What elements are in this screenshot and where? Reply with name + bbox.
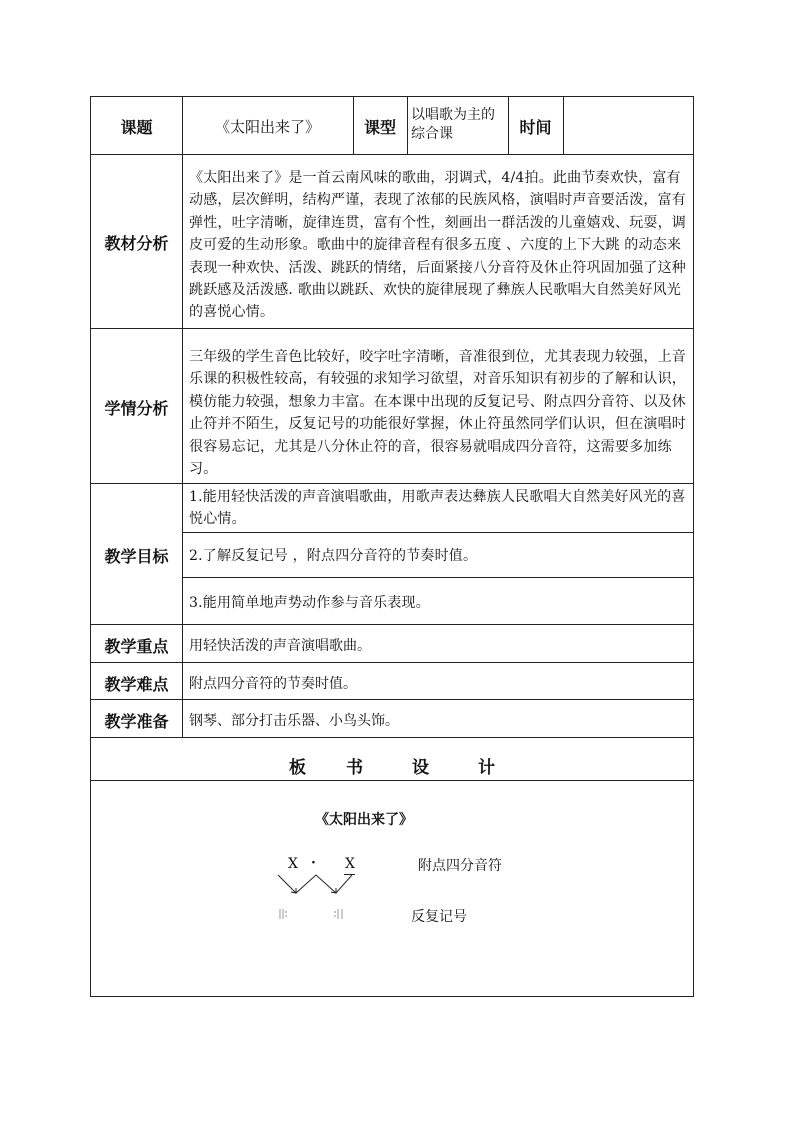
goal-divider	[182, 577, 693, 578]
board-heading-char: 计	[478, 758, 495, 778]
rhythm-dot: ·	[311, 855, 316, 871]
goal-item: 1.能用轻快活泼的声音演唱歌曲，用歌声表达彝族人民歌唱大自然美好风光的喜悦心情。	[189, 489, 686, 528]
board-heading-char: 书	[346, 758, 363, 778]
repeat-sign-icon	[278, 907, 348, 921]
board-heading-char: 板	[289, 758, 306, 778]
row-divider	[91, 780, 693, 781]
label-type: 课型	[363, 118, 396, 137]
material-analysis-text: 《太阳出来了》是一首云南风味的歌曲，羽调式，4/4拍。此曲节奏欢快，富有动感，层次鲜明，结构严谨，表现了浓郁的民族风格，演唱时声音要活泼，富有弹性，吐字清晰，旋律连贯，富有个性，刻画出一群活泼的儿童嬉戏、玩耍，调皮可爱的生动形象。歌曲中的旋律音程有很多五度 、六度的上下大跳 的动态来表现一种欢快、活泼、跳跃的情绪，后面紧接八分音符及休止符巩固加强了这种跳跃感及活泼感. 歌曲以跳跃、欢快的旋律展现了彝族人民歌唱大自然美好风光的喜悦心情。	[189, 170, 686, 321]
difficulty-text: 附点四分音符的节奏时值。	[189, 676, 357, 692]
label-students: 学情分析	[104, 399, 169, 418]
goal-item: 3.能用简单地声势动作参与音乐表现。	[189, 595, 430, 611]
key-point-text: 用轻快活泼的声音演唱歌曲。	[189, 638, 371, 654]
goal-item: 2.了解反复记号 ，附点四分音符的节奏时值。	[189, 548, 478, 564]
label-column-divider	[182, 97, 183, 737]
label-title: 课题	[120, 118, 153, 137]
rhythm-note: X	[288, 856, 298, 872]
board-heading-char: 设	[412, 758, 429, 778]
lesson-title: 《太阳出来了》	[214, 118, 320, 136]
rhythm-note: X	[345, 856, 355, 872]
board-song-title: 《太阳出来了》	[315, 812, 413, 828]
label-preparation: 教学准备	[104, 712, 169, 731]
label-key-point: 教学重点	[104, 637, 169, 656]
dotted-quarter-label: 附点四分音符	[418, 858, 502, 874]
header-divider	[407, 97, 408, 154]
preparation-text: 钢琴、部分打击乐器、小鸟头饰。	[189, 713, 399, 729]
lesson-type: 以唱歌为主的综合课	[411, 107, 495, 142]
row-divider	[91, 737, 693, 738]
repeat-sign-label: 反复记号	[411, 909, 467, 925]
label-material: 教材分析	[104, 234, 169, 253]
header-divider	[563, 97, 564, 154]
movement-arrows-icon	[276, 871, 356, 905]
lesson-plan-table	[90, 96, 694, 997]
label-goals: 教学目标	[104, 547, 169, 566]
goal-divider	[182, 532, 693, 533]
label-difficulty: 教学难点	[104, 675, 169, 694]
label-time: 时间	[519, 118, 552, 137]
student-analysis-text: 三年级的学生音色比较好，咬字吐字清晰，音准很到位，尤其表现力较强，上音乐课的积极性较高，有较强的求知学习欲望，对音乐知识有初步的了解和认识，模仿能力较强，想象力丰富。在本课中出现的反复记号、附点四分音符、以及休止符并不陌生，反复记号的功能很好掌握，休止符虽然同学们认识，但在演唱时很容易忘记，尤其是八分休止符的音，很容易就唱成四分音符，这需要多加练习。	[189, 349, 686, 478]
